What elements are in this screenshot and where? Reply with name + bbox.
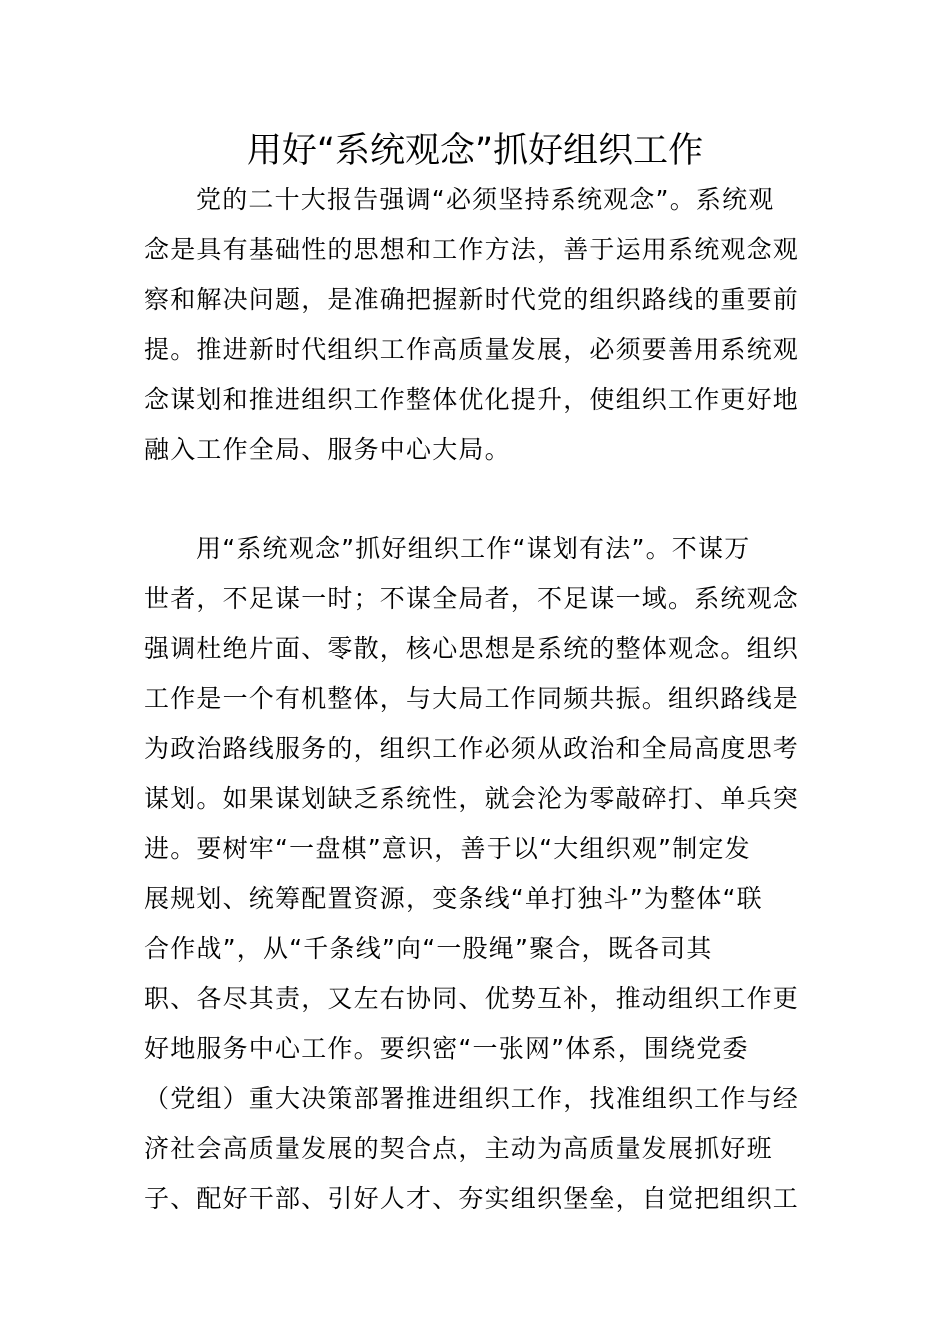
paragraph-1-line-3: 察和解决问题，是准确把握新时代党的组织路线的重要前 (144, 285, 800, 314)
paragraph-2-line-5: 为政治路线服务的，组织工作必须从政治和全局高度思考 (144, 734, 800, 763)
paragraph-1-line-5: 念谋划和推进组织工作整体优化提升，使组织工作更好地 (144, 385, 800, 414)
paragraph-2-line-12: （党组）重大决策部署推进组织工作，找准组织工作与经 (144, 1084, 800, 1113)
paragraph-2-line-7: 进。要树牢“一盘棋”意识，善于以“大组织观”制定发 (144, 834, 751, 863)
paragraph-2-line-13: 济社会高质量发展的契合点，主动为高质量发展抓好班 (144, 1134, 773, 1163)
paragraph-1-line-4: 提。推进新时代组织工作高质量发展，必须要善用系统观 (144, 335, 800, 364)
paragraph-2-line-11: 好地服务中心工作。要织密“一张网”体系，围绕党委 (144, 1034, 749, 1063)
paragraph-2-line-6: 谋划。如果谋划缺乏系统性，就会沦为零敲碎打、单兵突 (144, 784, 800, 813)
document-title: 用好“系统观念”抓好组织工作 (246, 131, 704, 171)
paragraph-2-line-10: 职、各尽其责，又左右协同、优势互补，推动组织工作更 (144, 984, 800, 1013)
paragraph-2-line-1: 用“系统观念”抓好组织工作“谋划有法”。不谋万 (196, 534, 751, 563)
paragraph-2-line-9: 合作战”，从“千条线”向“一股绳”聚合，既各司其 (144, 934, 713, 963)
paragraph-1-line-6: 融入工作全局、服务中心大局。 (144, 435, 511, 464)
paragraph-1-line-2: 念是具有基础性的思想和工作方法，善于运用系统观念观 (144, 235, 800, 264)
paragraph-2-line-14: 子、配好干部、引好人才、夯实组织堡垒，自觉把组织工 (144, 1184, 800, 1213)
paragraph-2-line-3: 强调杜绝片面、零散，核心思想是系统的整体观念。组织 (144, 634, 800, 663)
paragraph-2-line-2: 世者，不足谋一时；不谋全局者，不足谋一域。系统观念 (144, 584, 800, 613)
paragraph-1-line-1: 党的二十大报告强调“必须坚持系统观念”。系统观 (196, 185, 775, 214)
paragraph-2-line-4: 工作是一个有机整体，与大局工作同频共振。组织路线是 (144, 684, 800, 713)
paragraph-2-line-8: 展规划、统筹配置资源，变条线“单打独斗”为整体“联 (144, 884, 763, 913)
